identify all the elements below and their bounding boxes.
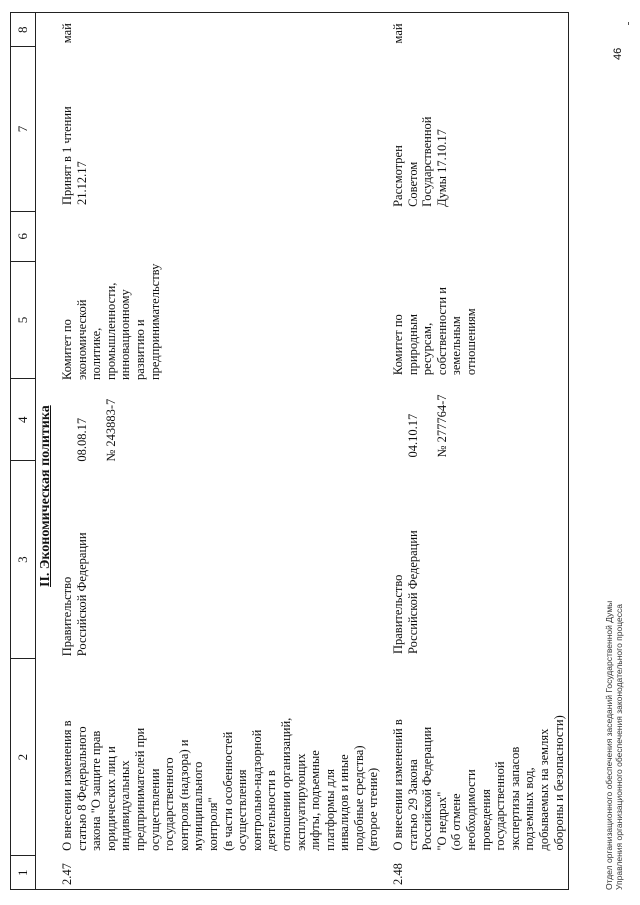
table-row <box>389 13 568 889</box>
responsible-committee: Комитет по природным ресурсам, собственности и земельным отношениям <box>391 287 479 376</box>
header-col-6: 6 <box>11 211 35 261</box>
bill-initiator: Правительство Российской Федерации <box>391 530 420 655</box>
column-6-value <box>389 211 568 262</box>
table-row <box>58 13 383 889</box>
legislation-table <box>10 12 569 890</box>
header-col-8: 8 <box>15 26 30 33</box>
column-6-value <box>58 209 383 260</box>
page-footer <box>604 601 624 890</box>
bill-number: № 277764-7 <box>434 394 449 458</box>
header-col-5: 5 <box>11 261 35 378</box>
bill-date: 08.08.17 <box>74 417 89 462</box>
header-col-2: 2 <box>11 658 35 856</box>
footer-department-line: Отдел организационного обеспечения заседаний Государственной Думы <box>604 600 614 890</box>
bill-registration <box>58 384 383 466</box>
page-number: 46 <box>612 47 624 60</box>
column-number-header <box>11 13 36 889</box>
section-heading-row <box>36 13 58 889</box>
header-col-4: 4 <box>11 378 35 460</box>
bill-registration <box>389 379 568 461</box>
bill-date: 04.10.17 <box>405 413 420 458</box>
row-number: 2.48 <box>391 863 406 885</box>
bill-status: Принят в 1 чтении 21.12.17 <box>60 106 89 206</box>
scan-mark <box>628 22 629 25</box>
header-col-3: 3 <box>11 460 35 658</box>
planned-month: май <box>60 23 74 44</box>
bill-initiator: Правительство Российской Федерации <box>60 532 89 657</box>
row-number: 2.47 <box>60 863 74 885</box>
header-col-1: 1 <box>11 855 35 889</box>
responsible-committee: Комитет по экономической политике, промышленности, инновационному развитию и предпринимательству <box>60 263 162 381</box>
bill-number: № 243883-7 <box>103 398 118 462</box>
bill-title: О внесении изменений в статью 29 Закона Российской Федерации "О недрах" (об отмене необходимости проведения государственной экспертизы запасов подземных вод, добываемых на землях обороны и безопасности) <box>391 715 566 851</box>
planned-month: май <box>391 23 406 44</box>
bill-title: О внесении изменения в статью 8 Федерального закона "О защите прав юридических лиц и индивидуальных предпринимателей при осуществлении государственного контроля (надзора) и муниципального контроля" (в части особенностей осуществления контрольно-надзорной деятельности в отношении организаций, эксплуатирующих лифты, подъемные платформы для инвалидов и иные подобные средства) (второе чтение) <box>60 717 381 851</box>
header-col-7: 7 <box>11 46 35 210</box>
bill-status: Рассмотрен Советом Государственной Думы 17.10.17 <box>391 116 449 207</box>
section-title: II. Экономическая политика <box>38 405 53 587</box>
footer-directorate-line: Управления организационного обеспечения законодательного процесса <box>614 604 624 890</box>
